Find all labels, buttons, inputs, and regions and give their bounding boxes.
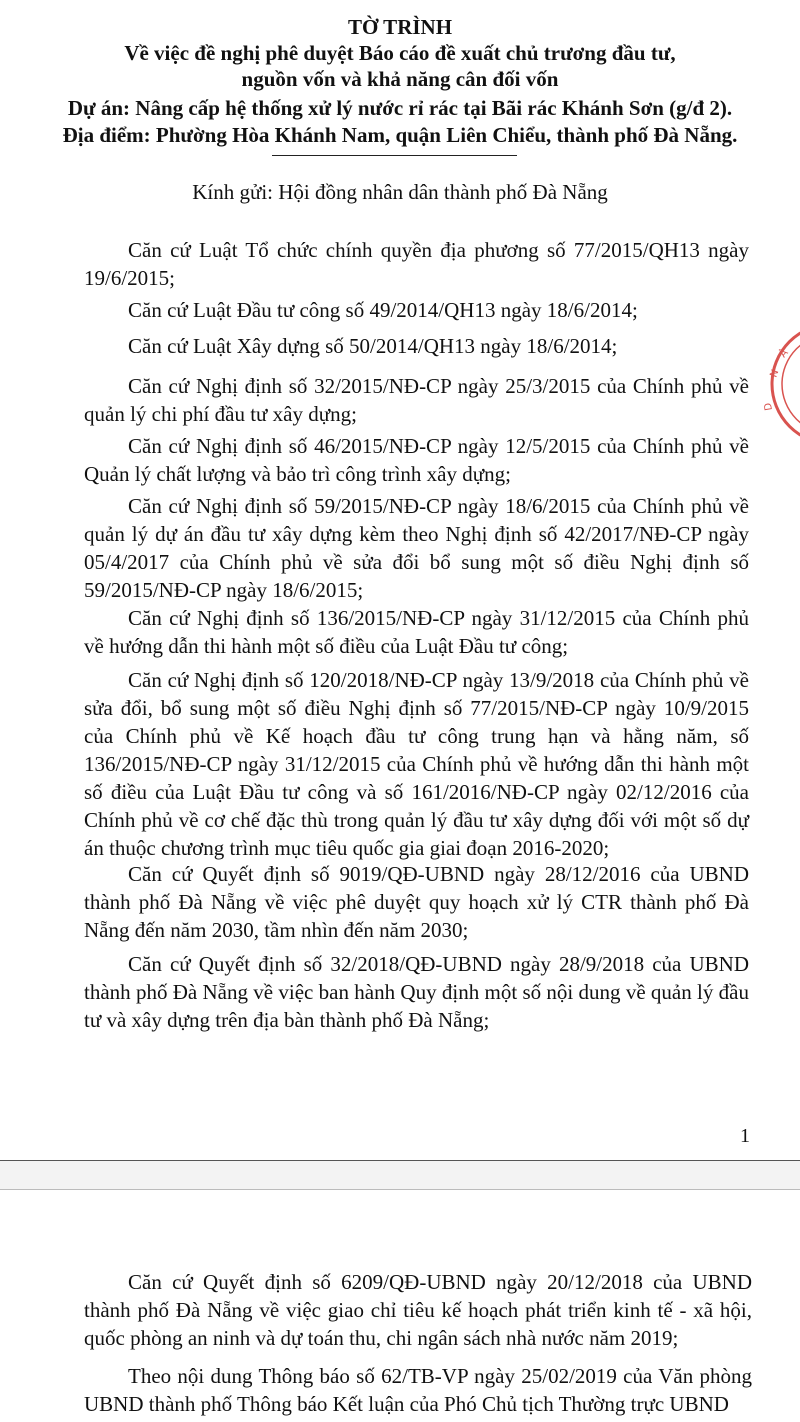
header-divider [272,155,517,156]
paragraph-5: Căn cứ Nghị định số 46/2015/NĐ-CP ngày 12/5/2015 của Chính phủ về Quản lý chất lượng và bảo trì công trình xây dựng; [84,434,749,486]
document-project: Dự án: Nâng cấp hệ thống xử lý nước rỉ rác tại Bãi rác Khánh Sơn (g/đ 2). [67,96,733,120]
paragraph-7: Căn cứ Nghị định số 136/2015/NĐ-CP ngày 31/12/2015 của Chính phủ về hướng dẫn thi hành một số điều của Luật Đầu tư công; [84,606,749,658]
paragraph-2: Căn cứ Luật Đầu tư công số 49/2014/QH13 ngày 18/6/2014; [128,298,638,322]
paragraph-6: Căn cứ Nghị định số 59/2015/NĐ-CP ngày 18/6/2015 của Chính phủ về quản lý dự án đầu tư xây dựng kèm theo Nghị định số 42/2017/NĐ-CP ngày 05/4/2017 của Chính phủ về sửa đổi bổ sung một số điều Nghị định số 59/2015/NĐ-CP ngày 18/6/2015; [84,494,749,602]
document-title: TỜ TRÌNH [347,15,453,39]
page2-paragraph-1: Căn cứ Quyết định số 6209/QĐ-UBND ngày 20/12/2018 của UBND thành phố Đà Nẵng về việc giao chỉ tiêu kế hoạch phát triển kinh tế - xã hội, quốc phòng an ninh và dự toán thu, chi ngân sách nhà nước năm 2019; [84,1270,752,1350]
svg-text:D: D [762,401,775,412]
red-seal-stamp [762,318,800,450]
paragraph-9: Căn cứ Quyết định số 9019/QĐ-UBND ngày 28/12/2016 của UBND thành phố Đà Nẵng về việc phê duyệt quy hoạch xử lý CTR thành phố Đà Nẵng đến năm 2030, tầm nhìn đến năm 2030; [84,862,749,942]
document-subject-line-1: Về việc đề nghị phê duyệt Báo cáo đề xuất chủ trương đầu tư, [124,41,676,65]
paragraph-3: Căn cứ Luật Xây dựng số 50/2014/QH13 ngày 18/6/2014; [128,334,618,358]
paragraph-8: Căn cứ Nghị định số 120/2018/NĐ-CP ngày 13/9/2018 của Chính phủ về sửa đổi, bổ sung một số điều Nghị định số 77/2015/NĐ-CP ngày 10/9/2015 của Chính phủ về Kế hoạch đầu tư công trung hạn và hằng năm, số 136/2015/NĐ-CP ngày 31/12/2015 của Chính phủ về hướng dẫn thi hành một số điều của Luật Đầu tư công và số 161/2016/NĐ-CP ngày 02/12/2016 của Chính phủ về cơ chế đặc thù trong quản lý đầu tư xây dựng đối với một số dự án thuộc chương trình mục tiêu quốc gia giai đoạn 2016-2020; [84,668,749,860]
svg-text:N: N [768,368,782,380]
document-location: Địa điểm: Phường Hòa Khánh Nam, quận Liên Chiểu, thành phố Đà Nẵng. [62,123,738,147]
page-number: 1 [740,1125,750,1147]
document-subject-line-2: nguồn vốn và khả năng cân đối vốn [241,67,559,91]
document-page-2 [0,1190,800,1422]
recipient-line: Kính gửi: Hội đồng nhân dân thành phố Đà Nẵng [192,180,608,204]
paragraph-10: Căn cứ Quyết định số 32/2018/QĐ-UBND ngày 28/9/2018 của UBND thành phố Đà Nẵng về việc ban hành Quy định một số nội dung về quản lý đầu tư và xây dựng trên địa bàn thành phố Đà Nẵng; [84,952,749,1032]
svg-text:Â: Â [777,347,791,360]
paragraph-4: Căn cứ Nghị định số 32/2015/NĐ-CP ngày 25/3/2015 của Chính phủ về quản lý chi phí đầu tư xây dựng; [84,374,749,426]
page-break [0,1160,800,1190]
paragraph-1: Căn cứ Luật Tổ chức chính quyền địa phương số 77/2015/QH13 ngày 19/6/2015; [84,238,749,290]
page2-paragraph-2: Theo nội dung Thông báo số 62/TB-VP ngày 25/02/2019 của Văn phòng UBND thành phố Thông báo Kết luận của Phó Chủ tịch Thường trực UBND [84,1364,752,1416]
